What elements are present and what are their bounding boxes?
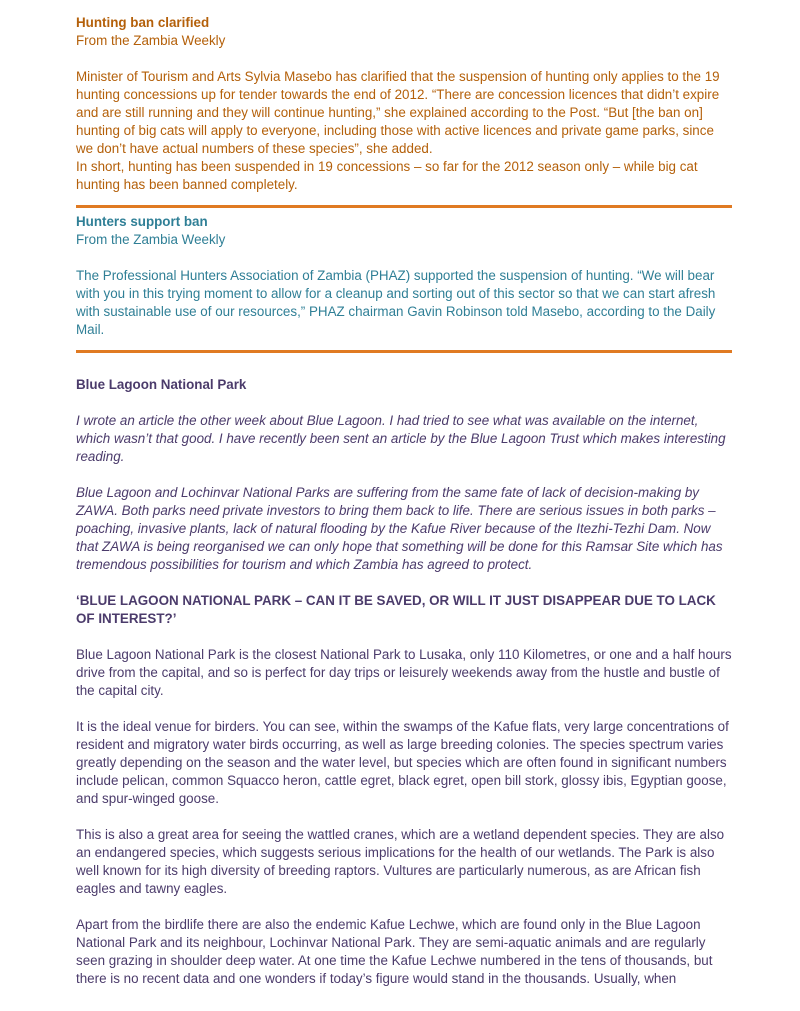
- paragraph: Apart from the birdlife there are also the endemic Kafue Lechwe, which are found only in the Blue Lagoon National Park and its neighbour, Lochinvar National Park. They are semi-aquatic animals and are regularly seen grazing in shoulder deep water. At one time the Kafue Lechwe numbered in the tens of thousands, but there is no recent data and one wonders if today’s figure would stand in the thousands. Usually, when: [76, 917, 713, 986]
- section-title: Blue Lagoon National Park: [76, 377, 247, 392]
- paragraph: This is also a great area for seeing the wattled cranes, which are a wetland dependent species. They are also an endangered species, which suggests serious implications for the health of our wetlands. The Park is also well known for its high diversity of breeding raptors. Vultures are particularly numerous, as are African fish eagles and tawny eagles.: [76, 827, 725, 896]
- section-title: Hunters support ban: [76, 214, 208, 229]
- intro-paragraph: Blue Lagoon and Lochinvar National Parks are suffering from the same fate of lack of decision-making by ZAWA. Both parks need private investors to bring them back to life. There are serious issues in both parks – poaching, invasive plants, lack of natural flooding by the Kafue River because of the Itezhi-Tezhi Dam. Now that ZAWA is being reorganised we can only hope that something will be done for this Ramsar Site which has tremendous possibilities for tourism and which Zambia has agreed to protect.: [76, 485, 723, 572]
- section-source: From the Zambia Weekly: [76, 33, 226, 48]
- section-source: From the Zambia Weekly: [76, 232, 226, 247]
- article-heading: ‘BLUE LAGOON NATIONAL PARK – CAN IT BE SAVED, OR WILL IT JUST DISAPPEAR DUE TO LACK OF INTEREST?’: [76, 593, 716, 626]
- paragraph: The Professional Hunters Association of Zambia (PHAZ) supported the suspension of hunting. “We will bear with you in this trying moment to allow for a cleanup and sorting out of this sector so that we can start afresh with sustainable use of our resources,” PHAZ chairman Gavin Robinson told Masebo, according to the Daily Mail.: [76, 268, 716, 337]
- divider-rule: [76, 205, 732, 208]
- paragraph: In short, hunting has been suspended in 19 concessions – so far for the 2012 season only – while big cat hunting has been banned completely.: [76, 159, 698, 192]
- intro-paragraph: I wrote an article the other week about Blue Lagoon. I had tried to see what was available on the internet, which wasn’t that good. I have recently been sent an article by the Blue Lagoon Trust which makes interesting reading.: [76, 413, 726, 464]
- paragraph: It is the ideal venue for birders. You can see, within the swamps of the Kafue flats, very large concentrations of resident and migratory water birds occurring, as well as large breeding colonies. The species spectrum varies greatly depending on the season and the water level, but species which are often found in significant numbers include pelican, common Squacco heron, cattle egret, black egret, open bill stork, glossy ibis, Egyptian goose, and spur-winged goose.: [76, 719, 729, 806]
- paragraph: Blue Lagoon National Park is the closest National Park to Lusaka, only 110 Kilometres, or one and a half hours drive from the capital, and so is perfect for day trips or leisurely weekends away from the hustle and bustle of the capital city.: [76, 647, 732, 698]
- section-blue-lagoon: [76, 376, 732, 988]
- section-hunting-ban-clarified: [76, 14, 732, 194]
- section-title: Hunting ban clarified: [76, 15, 210, 30]
- paragraph: Minister of Tourism and Arts Sylvia Masebo has clarified that the suspension of hunting only applies to the 19 hunting concessions up for tender towards the end of 2012. “There are concession licences that didn’t expire and are still running and they will continue hunting,” she explained according to the Post. “But [the ban on] hunting of big cats will apply to everyone, including those with active licences and private game parks, since we don’t have actual numbers of these species”, she added.: [76, 69, 720, 156]
- divider-rule: [76, 350, 732, 353]
- section-hunters-support-ban: [76, 213, 732, 339]
